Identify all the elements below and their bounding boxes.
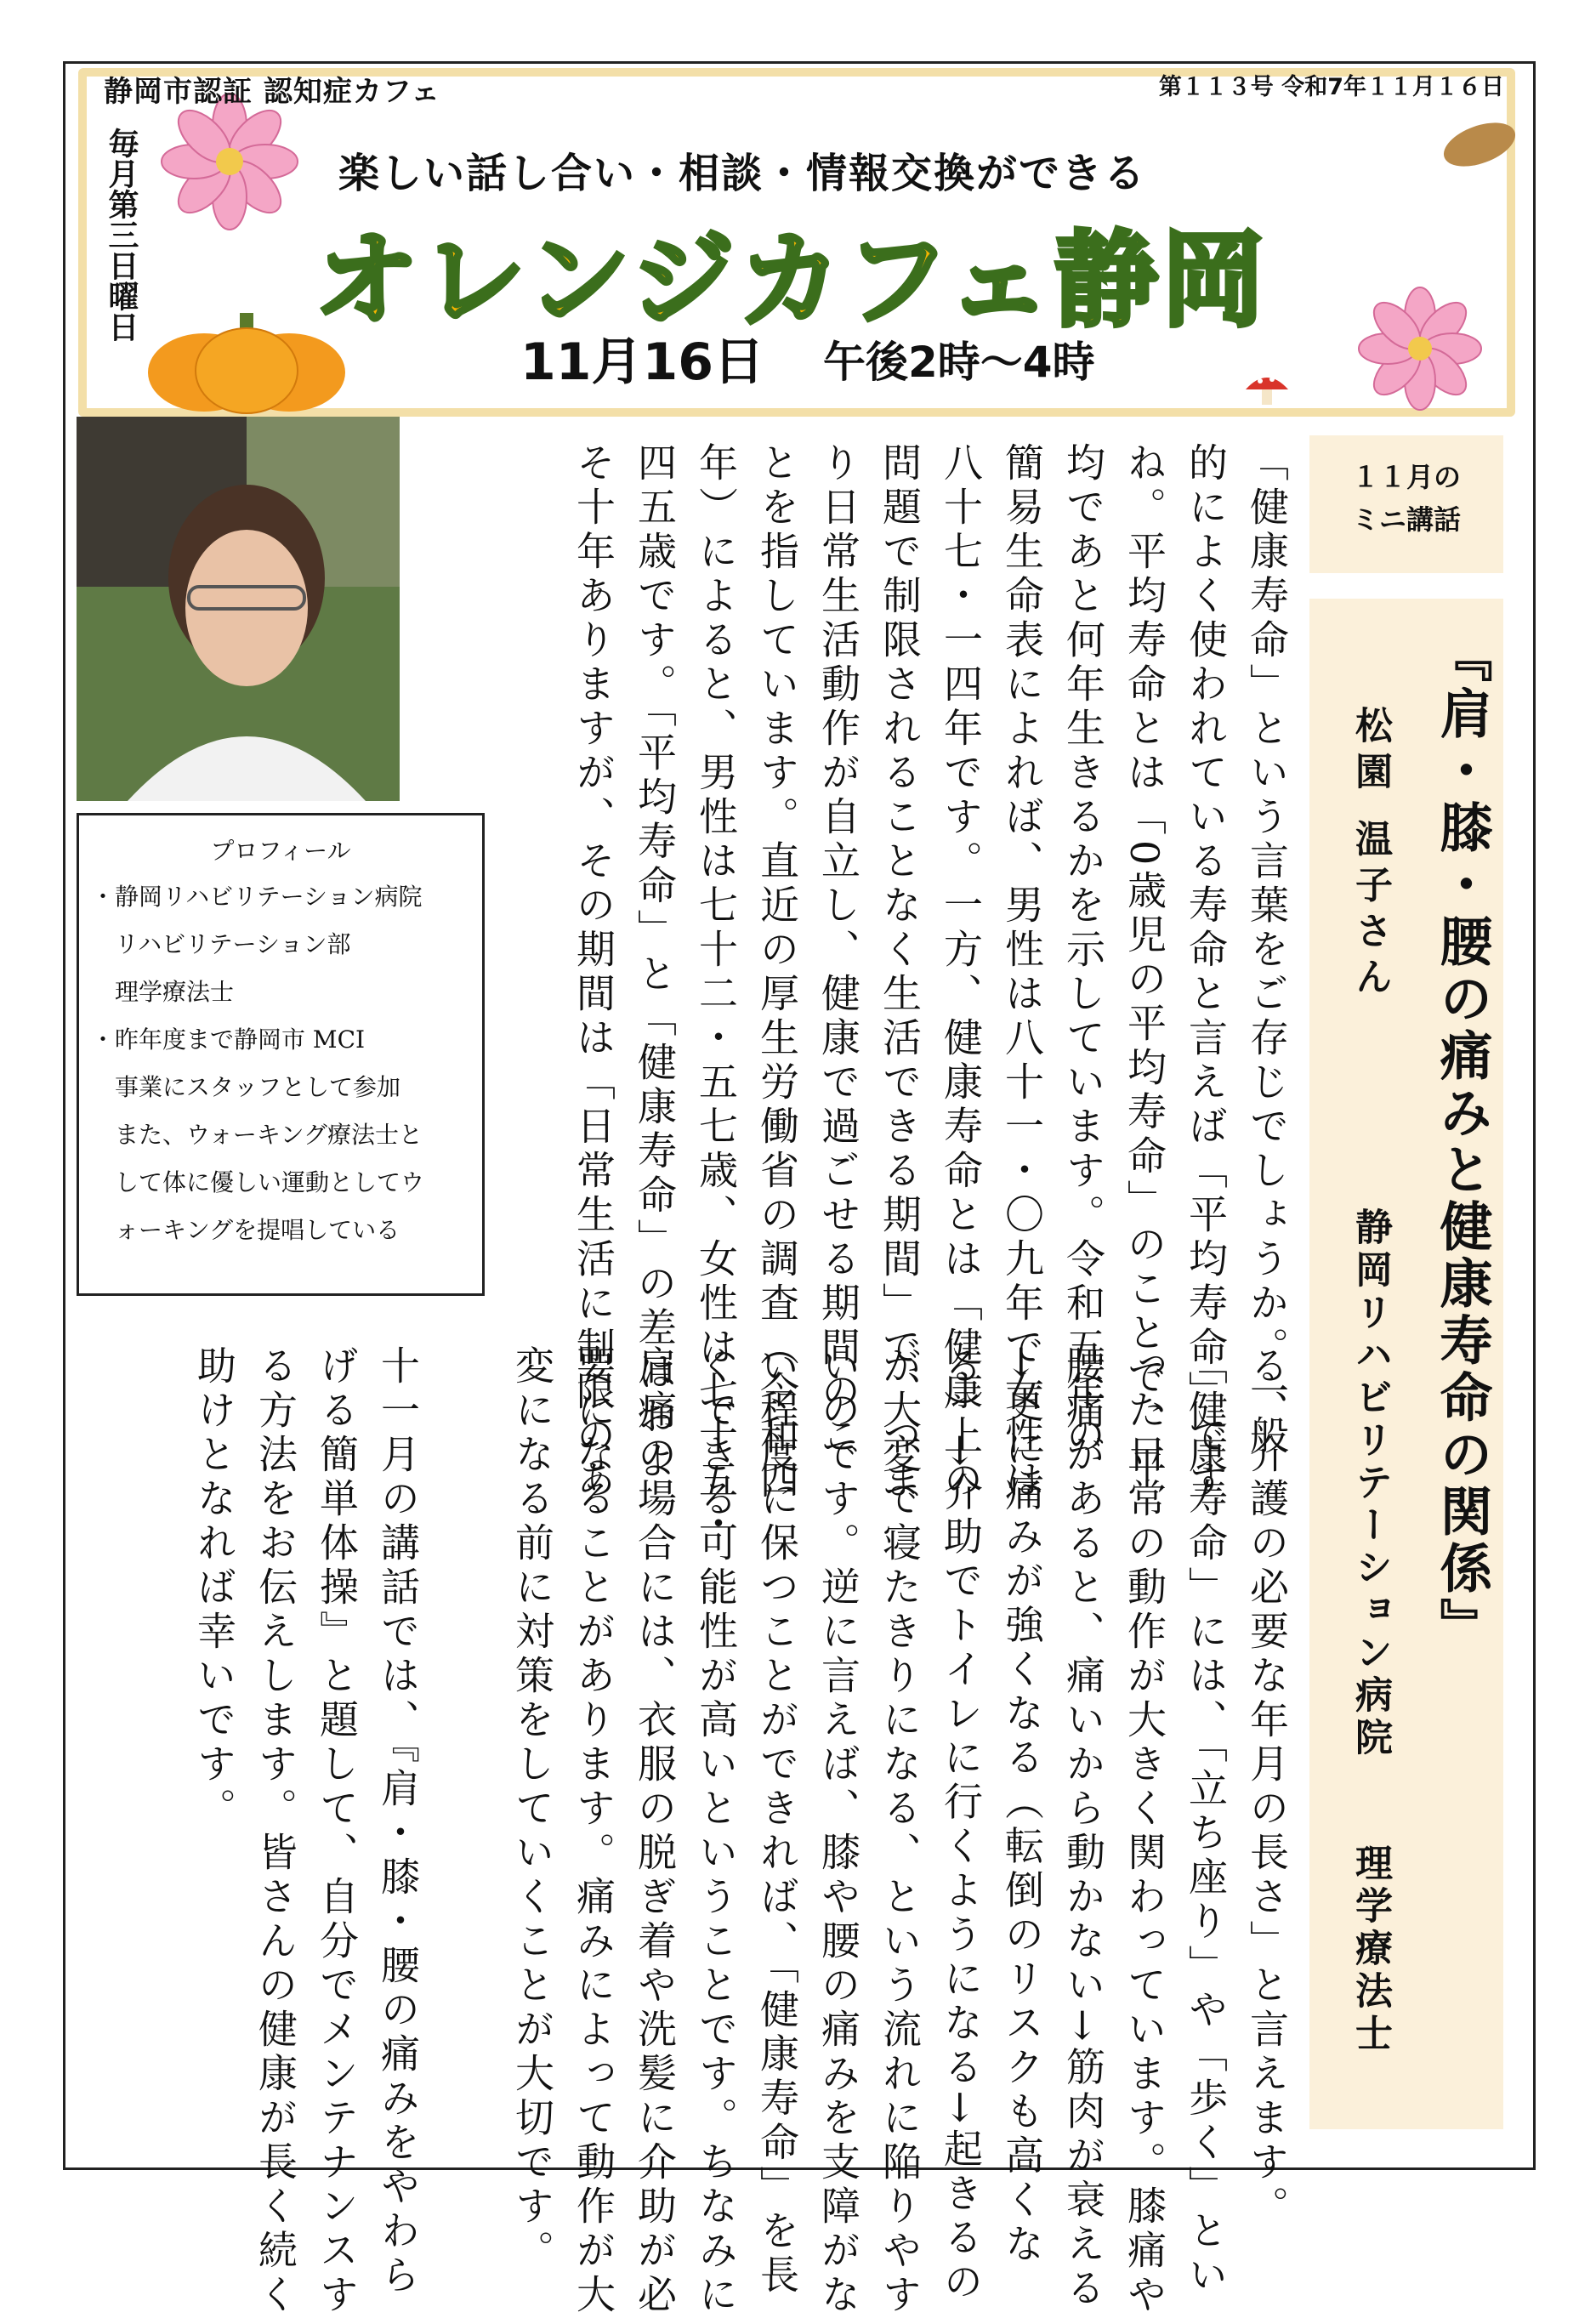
lecture-topic: 『肩・膝・腰の痛みと健康寿命の関係』 — [1431, 629, 1493, 1655]
event-time: 午後2時～4時 — [823, 338, 1095, 387]
article-column: り日常生活動作が自立し、健康で過ごせる期間のこ — [815, 442, 861, 1459]
article-column: そ十年ありますが、その期間は「日常生活に制限のあ — [571, 442, 616, 1503]
article-column: 的によく使われている寿命と言えば「平均寿命」です — [1183, 442, 1229, 1503]
article-column: い程度に保つことができれば、「健康寿命」を長 — [754, 1345, 800, 2298]
article-column: が大変で寝たきりになる、という流れに陥りやす — [877, 1345, 923, 2318]
article-column: る）→介助でトイレに行くようになる→起きるの — [938, 1345, 984, 2306]
article-column: る、介護の必要な年月の長さ」と言えます。 — [1244, 1345, 1290, 2230]
article-column: くできる可能性が高いということです。ちなみに — [693, 1345, 739, 2318]
article-column: →更に痛みが強くなる（転倒のリスクも高くな — [999, 1345, 1045, 2268]
article-column: とを指しています。直近の厚生労働省の調査（令和四 — [754, 442, 800, 1503]
event-date: 11月16日 — [520, 332, 764, 392]
article-column: 要になることがあります。痛みによって動作が大 — [571, 1345, 616, 2318]
mini-label-line1: １１月の — [1351, 461, 1461, 493]
article-column: 「健康寿命」には、「立ち座り」や「歩く」とい — [1183, 1345, 1229, 2298]
profile-line: して体に優しい運動としてウ — [91, 1168, 425, 1196]
article-column: 八十七・一四年です。一方、健康寿命とは「健康上の — [938, 442, 984, 1503]
issue-number: 第１１３号 令和7年１１月１６日 — [1158, 74, 1504, 100]
article-column: 「健康寿命」という言葉をご存じでしょうか。一般 — [1244, 442, 1290, 1459]
article-column: 簡易生命表によれば、男性は八十一・〇九年で女性は — [999, 442, 1045, 1503]
profile-line: 理学療法士 — [91, 978, 235, 1006]
page-title: オレンジカフェ静岡 — [315, 220, 1269, 341]
tagline: 楽しい話し合い・相談・情報交換ができる — [338, 150, 1147, 197]
cosmos-flower-right-icon — [1335, 281, 1505, 417]
profile-title: プロフィール — [210, 837, 351, 865]
profile-line: ・昨年度まで静岡市 MCI — [91, 1025, 366, 1054]
leaf-icon — [1437, 111, 1522, 179]
article-column: 年）によると、男性は七十二・五七歳、女性は七十五・ — [693, 442, 739, 1548]
mini-lecture-label — [1309, 435, 1503, 573]
article-column: 変になる前に対策をしていくことが大切です。 — [509, 1345, 555, 2274]
speaker-affiliation: 静岡リハビリテーション病院 — [1349, 1207, 1392, 1760]
profile-line: また、ウォーキング療法士と — [91, 1121, 423, 1149]
article-column: 十一月の講話では、『肩・膝・腰の痛みをやわら — [375, 1345, 421, 2298]
profile-line: 事業にスタッフとして参加 — [91, 1073, 401, 1101]
article-column: 肩痛の場合には、衣服の脱ぎ着や洗髪に介助が必 — [632, 1345, 678, 2318]
article-column: 腰痛があると、痛いから動かない→筋肉が衰える — [1060, 1345, 1106, 2312]
speaker-name: 松園 温子さん — [1349, 706, 1392, 1003]
article-column: げる簡単体操』と題して、自分でメンテナンスす — [314, 1345, 360, 2318]
article-column: った日常の動作が大きく関わっています。膝痛や — [1122, 1345, 1167, 2318]
profile-line: ォーキングを提唱している — [91, 1216, 400, 1244]
mushroom-icon — [1241, 366, 1292, 408]
mini-label-line2: ミニ講話 — [1351, 503, 1461, 536]
article-column: いのです。逆に言えば、膝や腰の痛みを支障がな — [815, 1345, 861, 2318]
certification-label: 静岡市認証 認知症カフェ — [104, 75, 441, 109]
article-column: 助けとなれば幸いです。 — [191, 1345, 237, 1832]
speaker-photo — [77, 417, 400, 801]
schedule-vertical: 毎月第三日曜日 — [104, 128, 139, 342]
article-column: 問題で制限されることなく生活できる期間」で、つま — [877, 442, 923, 1503]
article-column: 四五歳です。「平均寿命」と「健康寿命」の差はおよ — [632, 442, 678, 1484]
article-column: 均であと何年生きるかを示しています。令和五年の — [1060, 442, 1106, 1459]
speaker-job-title: 理学療法士 — [1349, 1844, 1392, 2056]
profile-line: ・静岡リハビリテーション病院 — [91, 883, 423, 911]
profile-box — [77, 813, 485, 1296]
profile-line: リハビリテーション部 — [91, 930, 351, 958]
article-column: る方法をお伝えします。皆さんの健康が長く続く — [253, 1345, 298, 2318]
article-column: ね。平均寿命とは「0歳児の平均寿命」のことで、平 — [1122, 442, 1167, 1490]
